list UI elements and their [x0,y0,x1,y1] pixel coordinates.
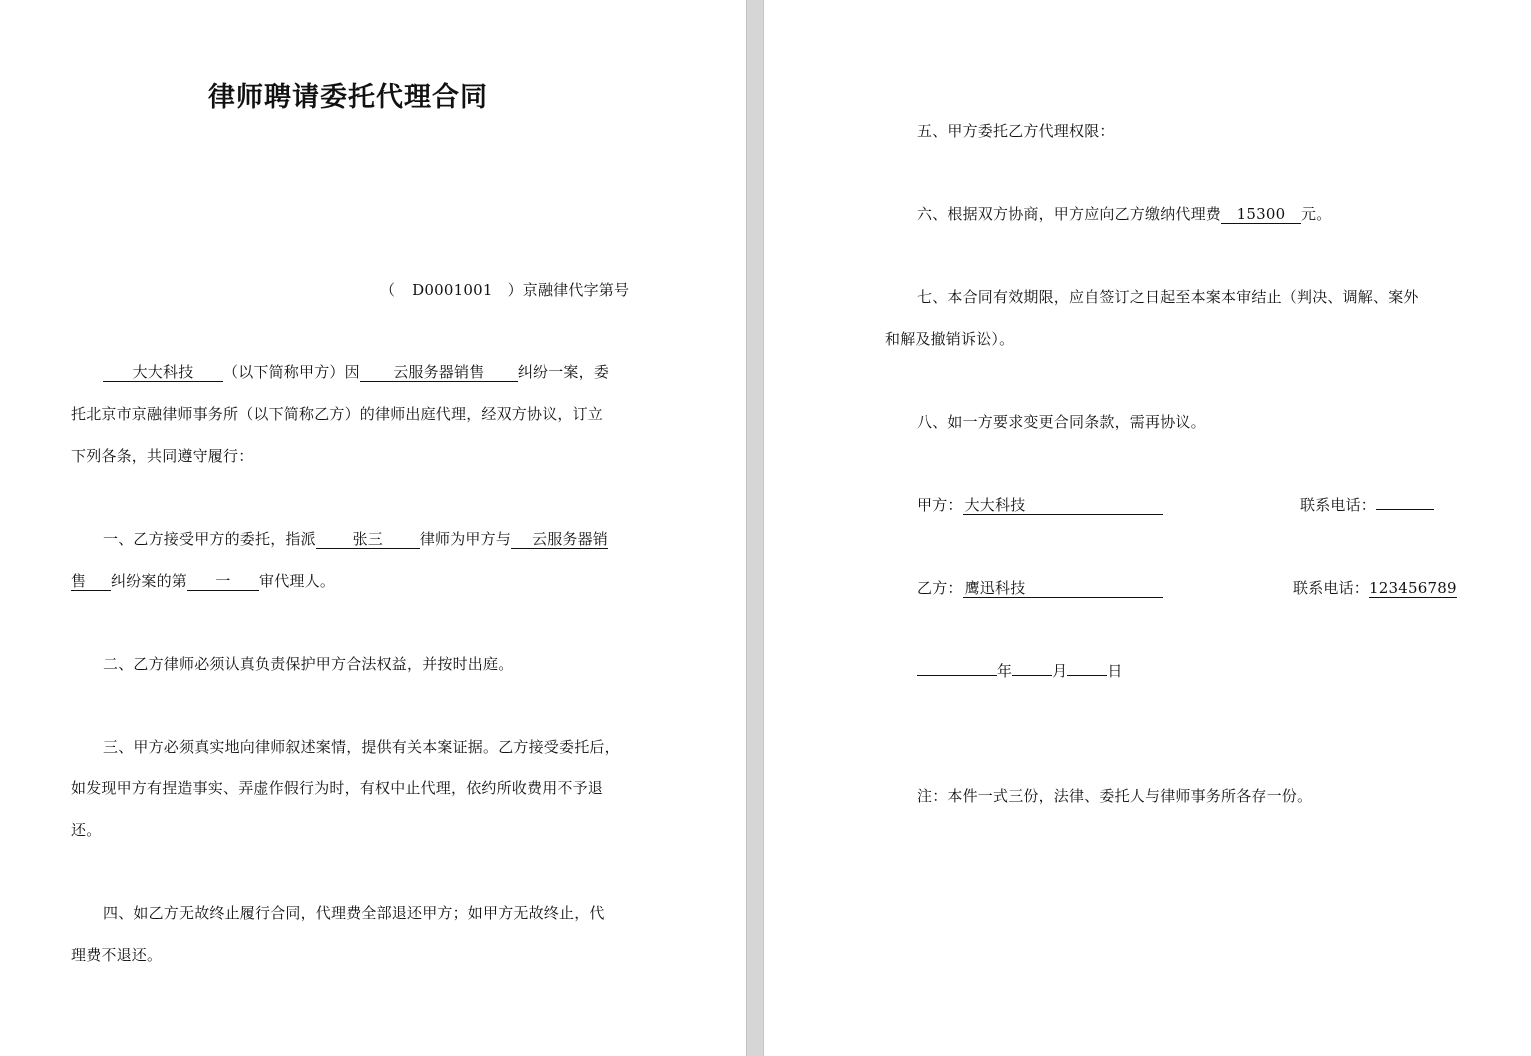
party-a-name-field: 大大科技 [963,496,1163,515]
party-b-name-field: 鹰迅科技 [963,579,1163,598]
clause-4-line-2: 理费不退还。 [71,946,163,964]
party-b-phone-label: 联系电话： [1293,579,1370,597]
month-label: 月 [1052,662,1068,680]
clause-4-line-1: 四、如乙方无故终止履行合同，代理费全部退还甲方；如甲方无故终止，代 [103,904,605,922]
page-separator [746,0,764,1056]
clause-5: 五、甲方委托乙方代理权限： [917,122,1115,140]
instance-field: 一 [187,572,259,591]
clause-1-text-3: 纠纷案的第 [111,572,188,590]
party-a-line [917,495,1163,515]
contract-number-suffix: ）京融律代字第号 [507,281,630,299]
document-page-1 [0,0,746,1056]
year-label: 年 [997,662,1013,680]
clause-1-text-2: 律师为甲方与 [419,530,512,548]
contract-number-code: D0001001 [412,281,493,299]
party-a-label: 甲方： [917,496,963,514]
clause-7-line-1: 七、本合同有效期限，应自签订之日起至本案本审结止（判决、调解、案外 [917,288,1419,306]
intro-text-1: （以下简称甲方）因 [223,363,360,381]
dispute-field-2a: 云服务器销 [511,530,608,549]
lawyer-name-field: 张三 [316,530,420,549]
clause-1-line-2 [71,571,335,591]
intro-line-3: 下列各条，共同遵守履行： [71,447,254,465]
party-a-phone-label: 联系电话： [1300,496,1377,514]
clause-6-text-1: 六、根据双方协商，甲方应向乙方缴纳代理费 [917,205,1222,223]
party-b-phone [1293,578,1457,598]
party-b-label: 乙方： [917,579,963,597]
clause-3-line-3: 还。 [71,821,102,839]
day-blank [1067,675,1107,676]
clause-1-text-1: 一、乙方接受甲方的委托，指派 [103,530,316,548]
dispute-field: 云服务器销售 [360,363,518,382]
intro-line-1 [103,362,609,382]
document-page-2 [764,0,1531,1056]
contract-number-line [380,280,630,300]
contract-number-open: （ [380,281,396,299]
dispute-field-2b: 售 [71,572,111,591]
month-blank [1012,675,1052,676]
intro-line-2: 托北京市京融律师事务所（以下简称乙方）的律师出庭代理，经双方协议，订立 [71,405,604,423]
party-a-phone-field [1376,509,1434,510]
party-b-line [917,578,1163,598]
footnote: 注：本件一式三份，法律、委托人与律师事务所各存一份。 [917,787,1313,805]
clause-2: 二、乙方律师必须认真负责保护甲方合法权益，并按时出庭。 [103,655,514,673]
clause-1-text-4: 审代理人。 [259,572,336,590]
fee-field: 15300 [1221,205,1301,224]
clause-6 [917,204,1331,224]
clause-3-line-1: 三、甲方必须真实地向律师叙述案情，提供有关本案证据。乙方接受委托后， [103,738,620,756]
clause-7-line-2: 和解及撤销诉讼）。 [885,330,1015,348]
client-name-field: 大大科技 [103,363,223,382]
intro-text-2: 纠纷一案，委 [517,363,610,381]
clause-6-text-2: 元。 [1301,205,1332,223]
day-label: 日 [1107,662,1123,680]
date-line [917,661,1123,681]
party-b-phone-field: 123456789 [1369,579,1457,597]
clause-1-line-1 [103,529,608,549]
year-blank [917,675,997,676]
document-title: 律师聘请委托代理合同 [208,82,488,113]
party-a-phone [1300,495,1434,515]
clause-3-line-2: 如发现甲方有捏造事实、弄虚作假行为时，有权中止代理，依约所收费用不予退 [71,779,604,797]
clause-8: 八、如一方要求变更合同条款，需再协议。 [917,413,1206,431]
